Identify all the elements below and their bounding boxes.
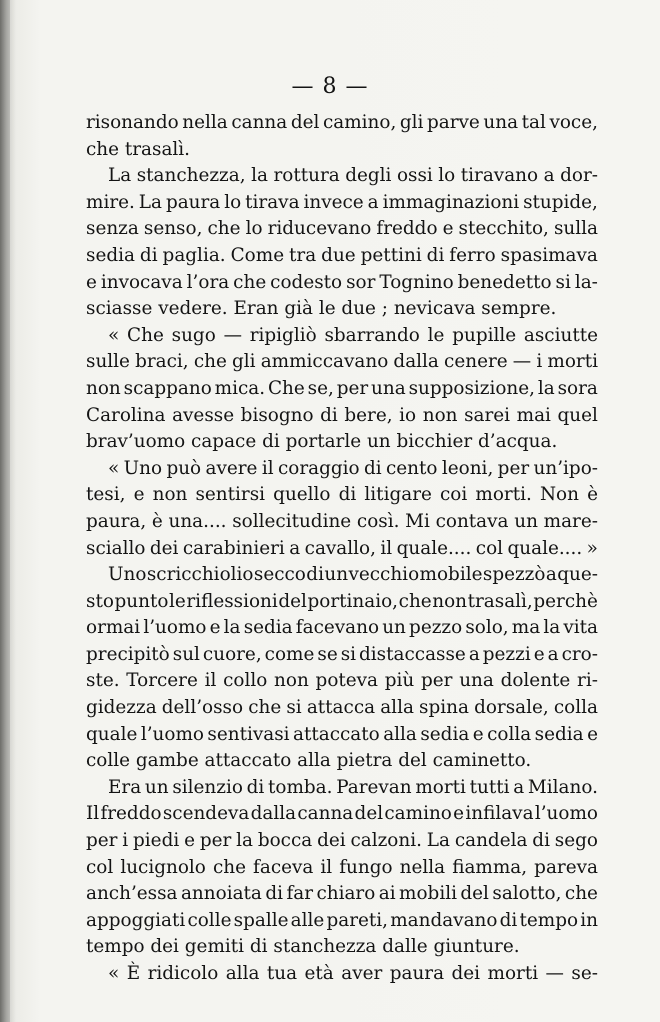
text-line: ormai l’uomo e la sedia facevano un pezzo solo, ma la vita <box>86 617 598 639</box>
book-spine-shadow <box>0 0 10 1022</box>
text-line: colle gambe attaccato alla pietra del caminetto. <box>86 750 532 772</box>
text-line: gidezza dell’osso che si attacca alla spina dorsale, colla <box>86 697 598 719</box>
text-line: « È ridicolo alla tua età aver paura dei morti — se- <box>108 963 598 984</box>
text-line: brav’uomo capace di portarle un bicchier d’acqua. <box>86 431 558 453</box>
body-text <box>86 110 598 988</box>
text-line: non scappano mica. Che se, per una supposizione, la sora <box>86 377 598 399</box>
text-line: « Che sugo — ripigliò sbarrando le pupille asciutte <box>108 324 598 346</box>
text-line: sedia di paglia. Come tra due pettini di ferro spasimava <box>86 244 598 266</box>
text-line: sciallo dei carabinieri a cavallo, il quale.... col quale.... » <box>86 537 598 559</box>
text-line: Carolina avesse bisogno di bere, io non sarei mai quel <box>86 404 598 426</box>
text-line: sciasse vedere. Eran già le due ; nevicava sempre. <box>86 298 557 320</box>
text-line: Il freddo scendeva dalla canna del camino e infilava l’uomo <box>86 803 598 825</box>
text-line: Era un silenzio di tomba. Parevan morti tutti a Milano. <box>108 776 598 798</box>
text-line: e invocava l’ora che codesto sor Tognino benedetto si la- <box>86 271 598 293</box>
text-line: precipitò sul cuore, come se si distaccasse a pezzi e a cro- <box>86 643 598 665</box>
text-line: « Uno può avere il coraggio di cento leoni, per un’ipo- <box>108 457 598 479</box>
text-line: anch’essa annoiata di far chiaro ai mobili del salotto, che <box>86 883 598 905</box>
text-line: appoggiati colle spalle alle pareti, mandavano di tempo in <box>86 909 598 931</box>
text-line: tempo dei gemiti di stanchezza dalle giunture. <box>86 936 520 958</box>
text-line: La stanchezza, la rottura degli ossi lo tiravano a dor- <box>108 165 598 187</box>
text-line: risonando nella canna del camino, gli parve una tal voce, <box>86 112 598 133</box>
text-line: sto punto le riflessioni del portinaio, che non trasalì, perchè <box>86 590 598 612</box>
text-line: Uno scricchiolio secco di un vecchio mobile spezzò a que- <box>108 564 598 586</box>
text-line: tesi, e non sentirsi quello di litigare coi morti. Non è <box>86 484 598 506</box>
text-line: quale l’uomo sentivasi attaccato alla sedia e colla sedia e <box>86 723 598 745</box>
text-line: sulle braci, che gli ammiccavano dalla cenere — i morti <box>86 351 598 373</box>
text-line: senza senso, che lo riducevano freddo e stecchito, sulla <box>86 218 598 240</box>
text-line: che trasalì. <box>86 138 191 160</box>
text-line: ste. Torcere il collo non poteva più per una dolente ri- <box>86 670 598 692</box>
text-line: col lucignolo che faceva il fungo nella fiamma, pareva <box>86 856 598 878</box>
text-line: mire. La paura lo tirava invece a immaginazioni stupide, <box>86 191 598 213</box>
text-line: per i piedi e per la bocca dei calzoni. La candela di sego <box>86 830 598 852</box>
page-number: — 8 — <box>291 74 369 99</box>
text-line: paura, è una.... sollecitudine così. Mi contava un mare- <box>86 510 598 532</box>
